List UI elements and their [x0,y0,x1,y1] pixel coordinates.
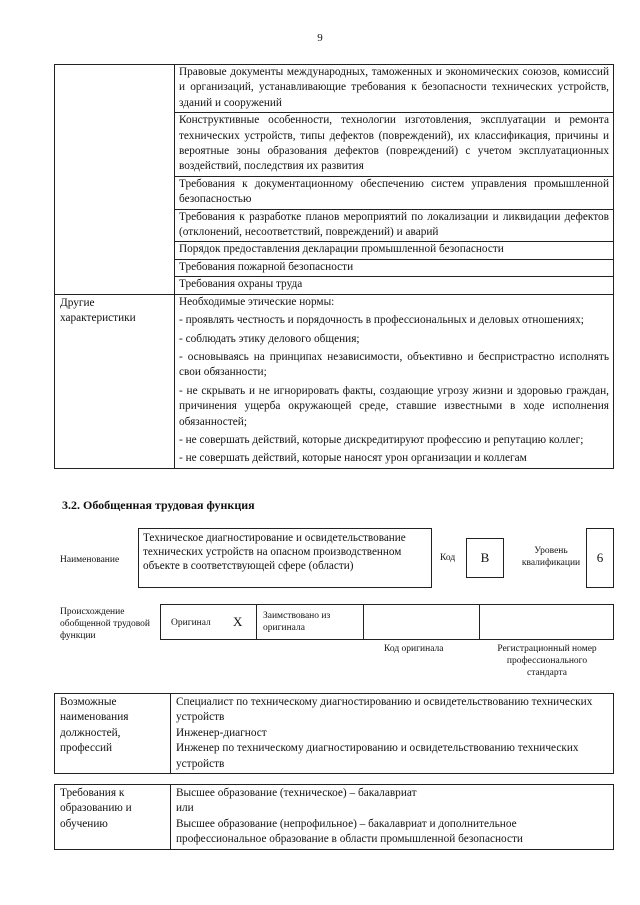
education-label: Требования к образованию и обучению [55,785,171,850]
origin-label: Происхождение обобщенной трудовой функции [60,607,150,641]
code-original-caption: Код оригинала [384,644,444,654]
table-row: Требования к разработке планов мероприятий по локализации и ликвидации дефектов (отклонений, несоответствий, повреждений) и аварий [175,209,614,242]
list-item: - основываясь на принципах независимости, объективно и беспристрастно исполнять свои обязанности; [179,350,609,379]
table-row: Требования к документационному обеспечению систем управления промышленной безопасностью [175,176,614,209]
registration-caption: Регистрационный номер профессионального стандарта [497,644,597,678]
level-value: 6 [586,528,614,588]
table-row: Конструктивные особенности, технологии изготовления, эксплуатации и ремонта технических устройств, типы дефектов (повреждений), их классификация, причины и вероятные зоны образования дефектов (повреждений) с учетом эксплуатационных воздействий, последствия их развития [175,113,614,177]
knowledge-table [54,64,614,469]
education-list [171,785,614,850]
list-item: - не совершать действий, которые наносят урон организации и коллегам [179,452,527,465]
list-item: - соблюдать этику делового общения; [179,332,360,345]
list-item: или [176,802,194,815]
list-item: - не скрывать и не игнорировать факты, создающие угрозу жизни и здоровью граждан, причинения ущерба окружающей среде, ставшие известными в ходе исполнения обязанностей; [179,384,609,428]
table-row: Порядок предоставления декларации промышленной безопасности [175,242,614,259]
divider [479,605,480,639]
borrowed-label: Заимствовано из оригинала [263,611,331,633]
function-name-value: Техническое диагностирование и освидетельствование технических устройств на опасном производственном объекте в соответствующей сфере (области) [138,528,432,588]
list-item: Высшее образование (техническое) – бакалавриат [176,787,417,799]
education-table [54,784,614,850]
code-value: B [466,538,504,578]
positions-table [54,693,614,774]
positions-list [171,694,614,774]
empty-label-cell [55,65,175,295]
original-mark: X [233,614,243,629]
code-label: Код [440,553,456,563]
ethics-cell [175,294,614,468]
list-item: Высшее образование (непрофильное) – бакалавриат и дополнительное профессиональное образование в области промышленной безопасности [176,817,523,846]
list-item: Инженер по техническому диагностированию и освидетельствованию технических устройств [176,742,579,770]
section-title: 3.2. Обобщенная трудовая функция [62,498,255,512]
list-item: - не совершать действий, которые дискредитируют профессию и репутацию коллег; [179,433,584,446]
origin-box [160,604,614,640]
divider [363,605,364,639]
other-characteristics-label: Другие характеристики [55,294,175,468]
divider [256,605,257,639]
name-label: Наименование [60,555,120,565]
level-label: Уровень квалификации [521,546,581,568]
list-item: Инженер-диагност [176,726,267,739]
ethics-title: Необходимые этические нормы: [179,295,335,308]
table-row: Правовые документы международных, таможенных и экономических союзов, комиссий и организаций, устанавливающие требования к безопасности технических устройств, зданий и сооружений [175,65,614,113]
table-row: Требования охраны труда [175,277,614,294]
positions-label: Возможные наименования должностей, профессий [55,694,171,774]
list-item: Специалист по техническому диагностированию и освидетельствованию технических устройств [176,696,593,724]
table-row: Требования пожарной безопасности [175,259,614,276]
page-number: 9 [317,32,323,44]
original-label: Оригинал [171,618,211,628]
list-item: - проявлять честность и порядочность в профессиональных и деловых отношениях; [179,314,584,327]
